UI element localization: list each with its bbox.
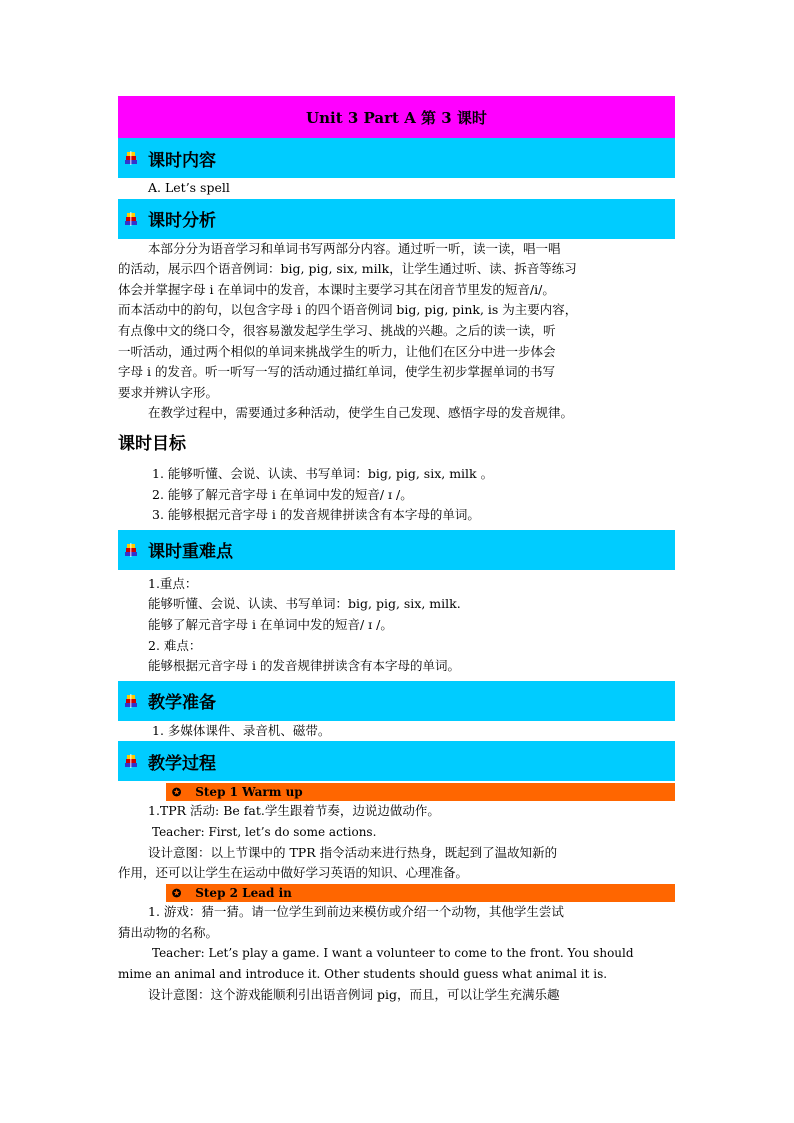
step-2-line: Teacher: Let’s play a game. I want a volunteer to come to the front. You should: [152, 946, 634, 961]
section-objectives-title: 课时目标: [118, 433, 186, 454]
objective-item: 1. 能够听懂、会说、认读、书写单词：big, pig, six, milk 。: [152, 465, 494, 481]
analysis-line: 而本活动中的韵句，以包含字母 i 的四个语音例词 big, pig, pink, is 为主要内容，: [118, 302, 578, 318]
keypoint-line: 能够了解元音字母 i 在单词中发的短音/ ɪ /。: [148, 616, 393, 632]
objective-item: 2. 能够了解元音字母 i 在单词中发的短音/ ɪ /。: [152, 486, 413, 502]
analysis-line: 本部分分为语音学习和单词书写两部分内容。通过听一听，读一读，唱一唱: [148, 240, 561, 256]
book-stack-icon: [124, 543, 138, 557]
step-1-header: [166, 783, 675, 801]
analysis-line: 一听活动，通过两个相似的单词来挑战学生的听力，让他们在区分中进一步体会: [118, 343, 556, 359]
section-process-header: [118, 741, 675, 781]
keypoint-line: 2. 难点：: [148, 637, 202, 653]
step-1-line: 1.TPR 活动: Be fat.学生跟着节奏，边说边做动作。: [148, 803, 440, 819]
book-stack-icon: [124, 212, 138, 226]
step-2-header: [166, 884, 675, 902]
analysis-paragraph-2: 在教学过程中，需要通过多种活动，使学生自己发现、感悟字母的发音规律。: [148, 405, 574, 421]
step-2-label: Step 2 Lead in: [195, 886, 292, 901]
step-2-line: 猜出动物的名称。: [118, 924, 219, 940]
section-process-title: 教学过程: [148, 753, 216, 774]
page-title: [118, 96, 675, 138]
objective-item: 3. 能够根据元音字母 i 的发音规律拼读含有本字母的单词。: [152, 507, 480, 523]
section-content-header: [118, 138, 675, 178]
book-stack-icon: [124, 694, 138, 708]
analysis-line: 的活动，展示四个语音例词：big, pig, six, milk，让学生通过听、读、拆音等练习: [118, 261, 577, 277]
content-line: A. Let’s spell: [148, 180, 230, 195]
book-stack-icon: [124, 754, 138, 768]
step-1-line: Teacher: First, let’s do some actions.: [152, 824, 377, 839]
section-analysis-header: [118, 199, 675, 239]
book-stack-icon: [124, 151, 138, 165]
lesson-plan: [118, 96, 675, 1006]
analysis-paragraph-1: [118, 239, 675, 404]
section-content-title: 课时内容: [148, 150, 216, 171]
page-title-text: Unit 3 Part A 第 3 课时: [306, 108, 487, 127]
step-2-line: 1. 游戏：猜一猜。请一位学生到前边来模仿或介绍一个动物，其他学生尝试: [148, 904, 564, 920]
section-analysis-title: 课时分析: [148, 211, 216, 232]
step-1-line: 设计意图：以上节课中的 TPR 指令活动来进行热身，既起到了温故知新的: [148, 844, 558, 860]
section-preparation-header: [118, 681, 675, 721]
analysis-line: 要求并辨认字形。: [118, 384, 219, 400]
circled-star-icon: ✪: [172, 785, 182, 799]
section-keypoints-title: 课时重难点: [148, 542, 233, 563]
keypoint-line: 能够听懂、会说、认读、书写单词：big, pig, six, milk.: [148, 596, 461, 612]
analysis-line: 有点像中文的绕口令，很容易激发起学生学习、挑战的兴趣。之后的读一读，听: [118, 322, 556, 338]
section-preparation-title: 教学准备: [148, 693, 216, 714]
step-2-line: 设计意图：这个游戏能顺利引出语音例词 pig，而且，可以让学生充满乐趣: [148, 987, 560, 1003]
step-2-line: mime an animal and introduce it. Other students should guess what animal it is.: [118, 967, 608, 982]
keypoint-line: 能够根据元音字母 i 的发音规律拼读含有本字母的单词。: [148, 658, 460, 674]
step-1-label: Step 1 Warm up: [195, 785, 303, 800]
keypoint-line: 1.重点：: [148, 575, 198, 591]
analysis-line: 字母 i 的发音。听一听写一写的活动通过描红单词，使学生初步掌握单词的书写: [118, 364, 555, 380]
section-keypoints-header: [118, 530, 675, 570]
analysis-line: 体会并掌握字母 i 在单词中的发音，本课时主要学习其在闭音节里发的短音/i/。: [118, 281, 555, 297]
circled-star-icon: ✪: [172, 886, 182, 900]
preparation-line: 1. 多媒体课件、录音机、磁带。: [152, 722, 331, 738]
step-1-line: 作用，还可以让学生在运动中做好学习英语的知识、心理准备。: [118, 865, 469, 881]
